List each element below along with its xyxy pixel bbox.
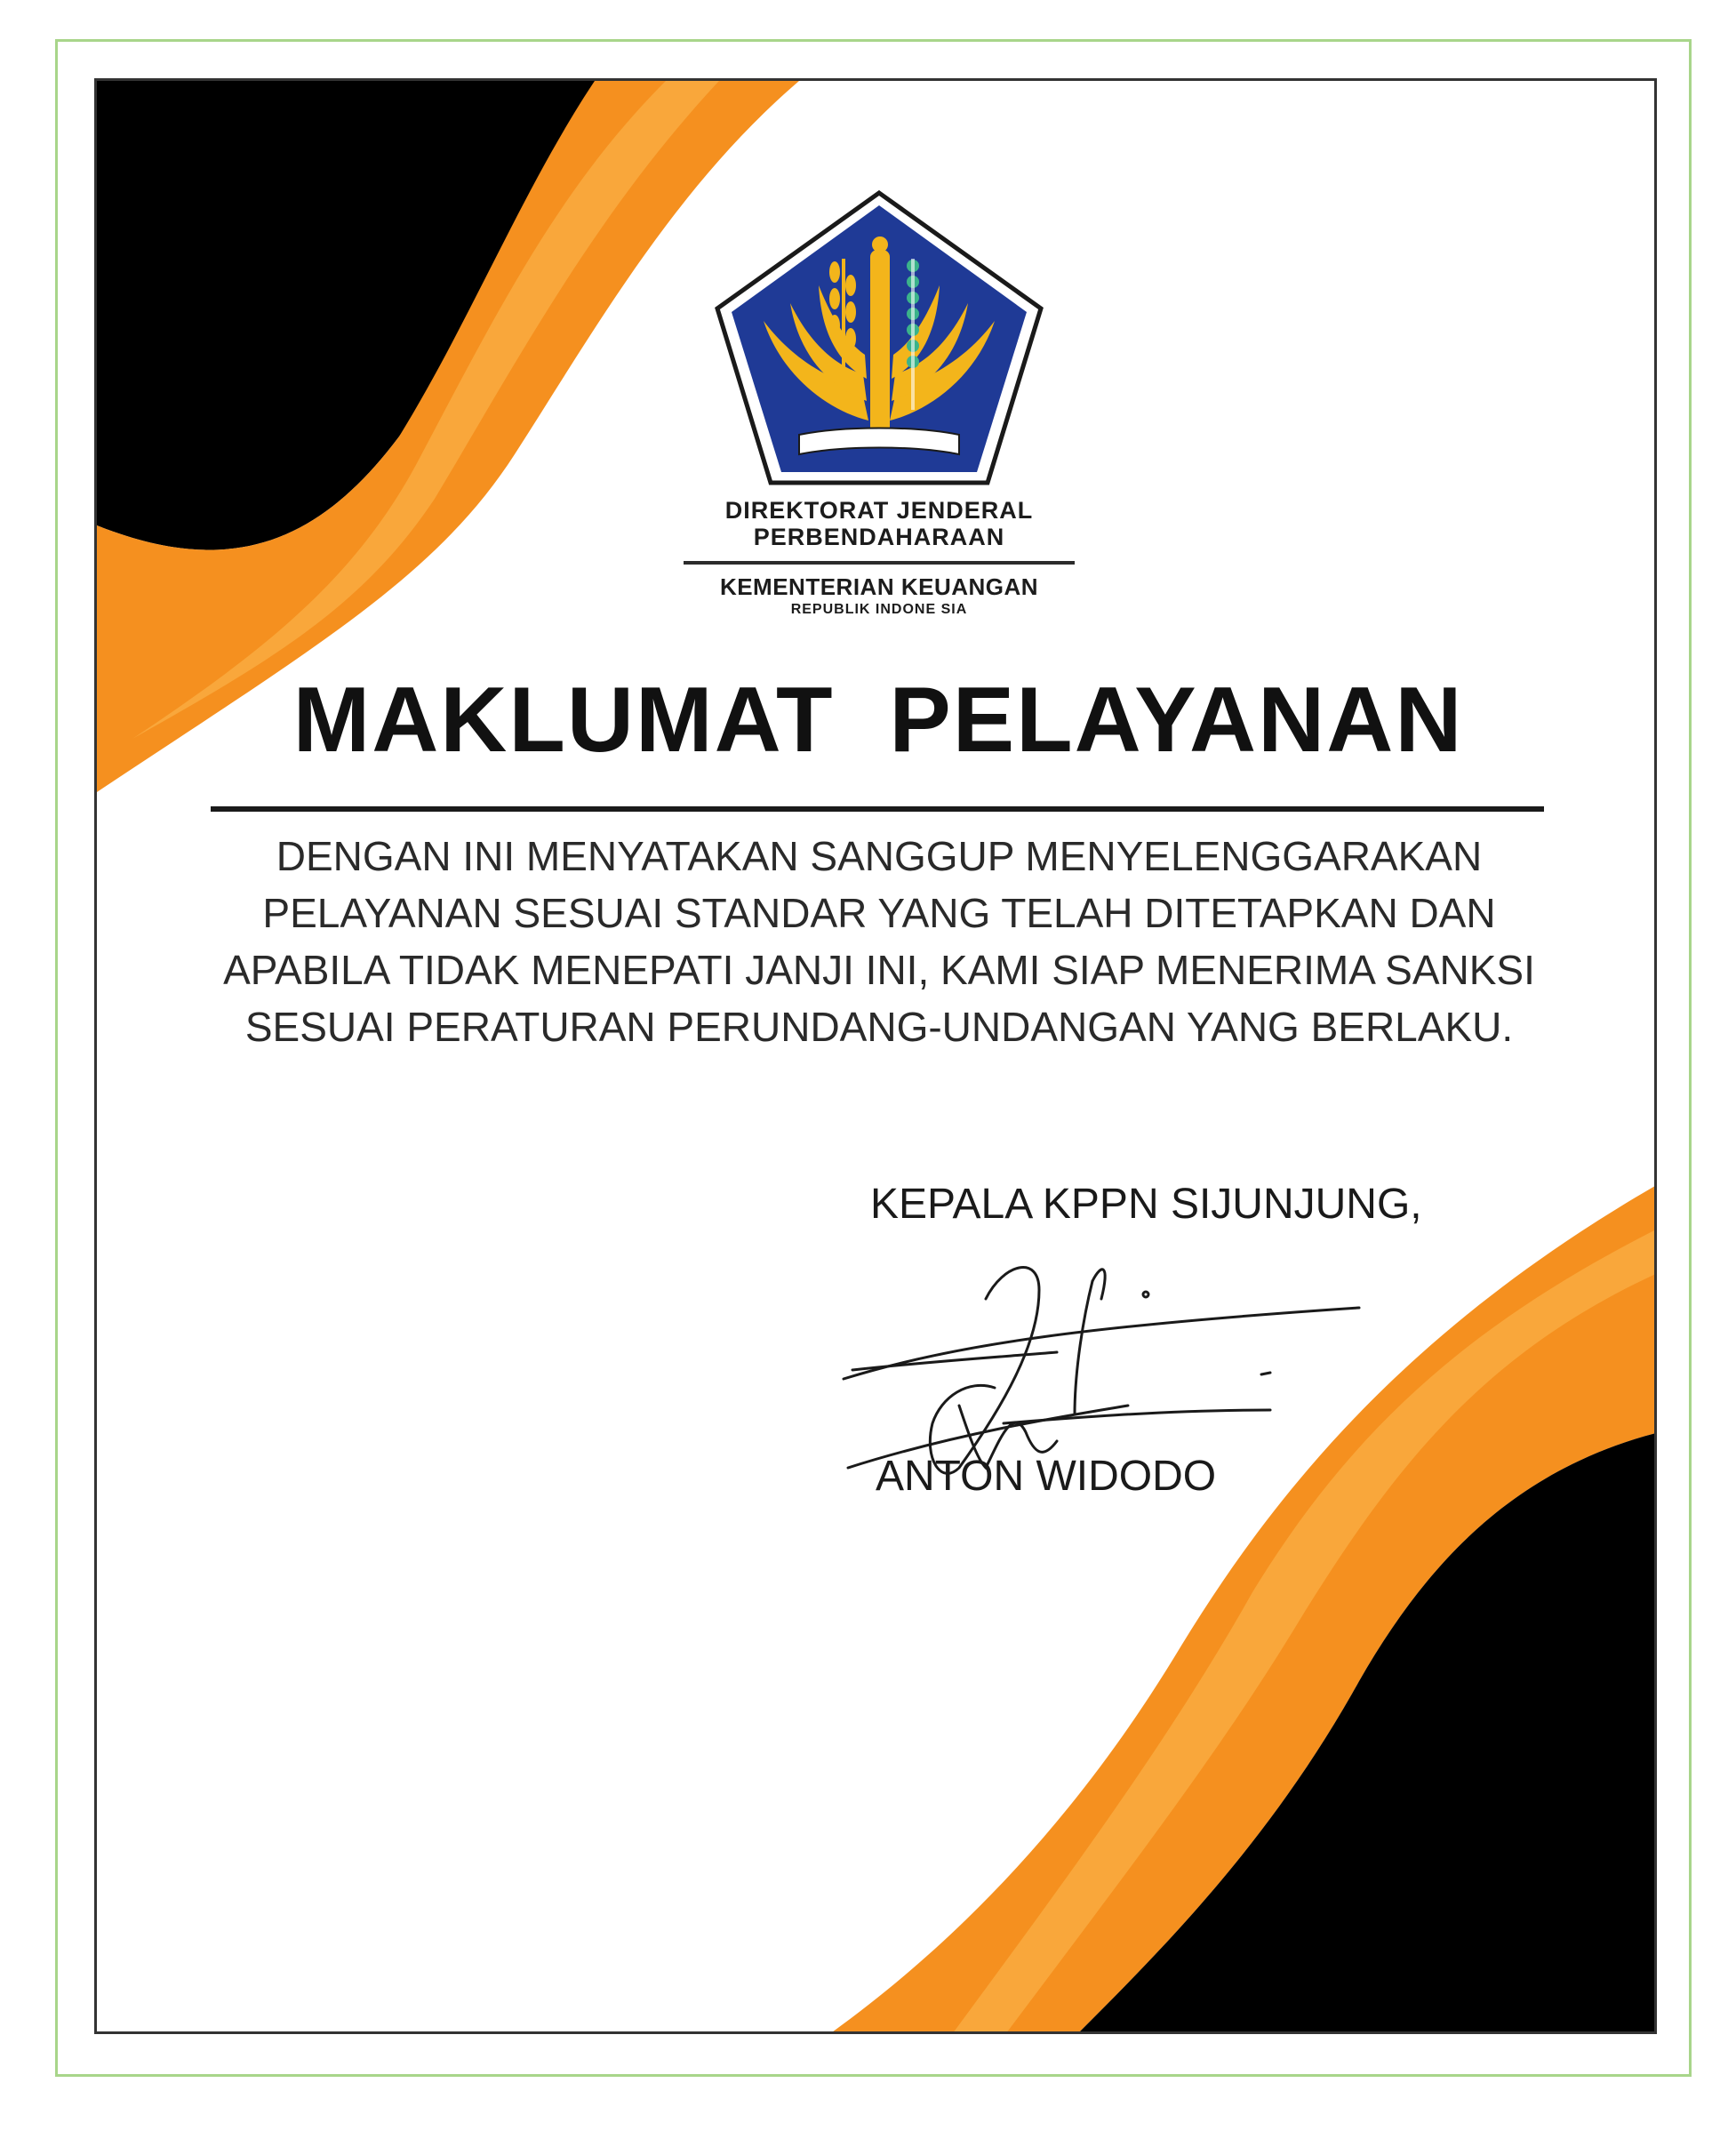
title-divider [211, 806, 1544, 812]
statement-line: PELAYANAN SESUAI STANDAR YANG TELAH DITETAPKAN DAN [262, 890, 1496, 936]
poster [94, 78, 1657, 2034]
statement-line: SESUAI PERATURAN PERUNDANG-UNDANGAN YANG BERLAKU. [244, 1004, 1514, 1050]
statement-text [186, 828, 1572, 1055]
signatory-name: ANTON WIDODO [876, 1453, 1217, 1500]
agency-directorate: DIREKTORAT JENDERAL [724, 497, 1034, 524]
ministry-emblem-logo [710, 188, 1048, 490]
agency-country: REPUBLIK INDONE SIA [790, 602, 968, 617]
agency-directorate-sub: PERBENDAHARAAN [753, 524, 1005, 550]
agency-divider [684, 561, 1075, 565]
signatory-title: KEPALA KPPN SIJUNJUNG, [870, 1181, 1422, 1228]
agency-block [541, 497, 1217, 620]
statement-line: APABILA TIDAK MENEPATI JANJI INI, KAMI SIAP MENERIMA SANKSI [223, 947, 1535, 993]
handwritten-signature [826, 1228, 1377, 1557]
agency-ministry: KEMENTERIAN KEUANGAN [719, 573, 1039, 600]
page-title: MAKLUMAT PELAYANAN [292, 669, 1464, 772]
statement-line: DENGAN INI MENYATAKAN SANGGUP MENYELENGGARAKAN [276, 833, 1483, 879]
